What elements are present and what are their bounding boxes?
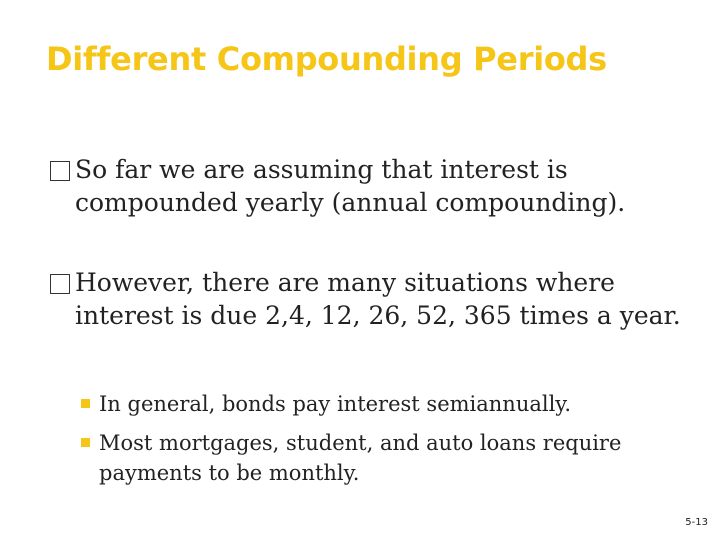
slide-title: Different Compounding Periods [46, 40, 607, 78]
bullet-text: However, there are many situations where interest is due 2,4, 12, 26, 52, 365 times a year. [75, 268, 681, 330]
sub-bullet-item [81, 428, 711, 488]
square-bullet-icon [81, 438, 90, 447]
sub-bullet-item [81, 389, 711, 419]
checkbox-bullet-icon [50, 161, 70, 181]
square-bullet-icon [81, 399, 90, 408]
checkbox-bullet-icon [50, 274, 70, 294]
sub-bullet-text: In general, bonds pay interest semiannually. [99, 392, 572, 416]
bullet-item [50, 266, 690, 332]
bullet-text: So far we are assuming that interest is compounded yearly (annual compounding). [75, 155, 626, 217]
page-number: 5-13 [685, 517, 708, 528]
sub-bullet-text: Most mortgages, student, and auto loans require payments to be monthly. [99, 431, 622, 485]
bullet-item [50, 153, 690, 219]
